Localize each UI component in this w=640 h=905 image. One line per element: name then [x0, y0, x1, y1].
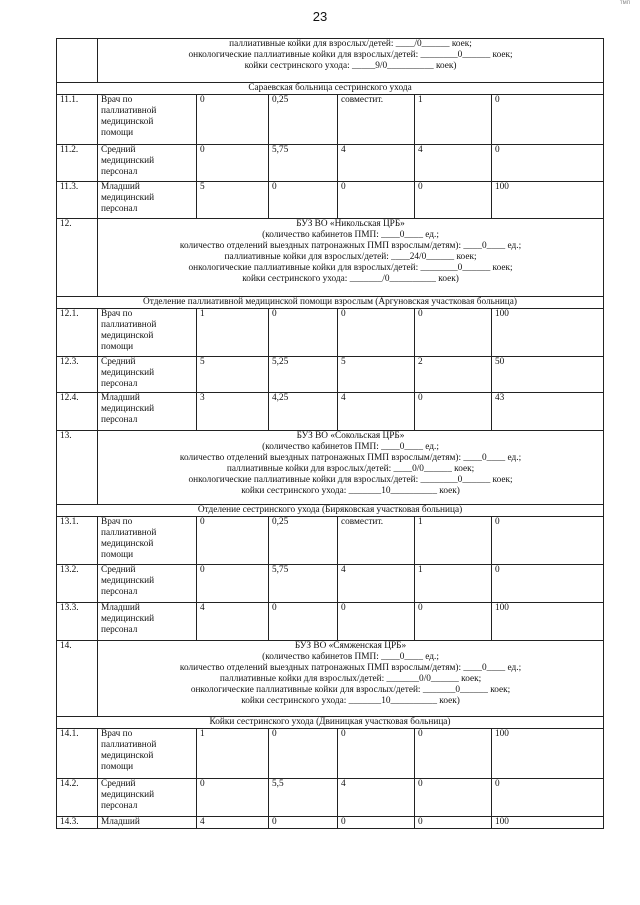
table-row: [57, 641, 604, 717]
cell-value: 43: [492, 393, 604, 431]
row-number: 12.3.: [57, 357, 98, 393]
cell-value: 4: [415, 145, 492, 182]
role-line: персонал: [101, 801, 138, 811]
facility-info: [98, 431, 604, 505]
cell-value: 0: [415, 393, 492, 431]
row-number: [57, 39, 98, 83]
table-row: [57, 145, 604, 182]
cell-value: 100: [492, 817, 604, 829]
staff-role: [98, 95, 197, 145]
role-line: медицинской: [101, 539, 154, 549]
cell-value: 100: [492, 729, 604, 779]
info-line: (количество кабинетов ПМП: ____0____ ед.;: [262, 652, 439, 662]
cell-value: 0: [269, 603, 338, 641]
role-line: помощи: [101, 128, 134, 138]
cell-value: 4,25: [269, 393, 338, 431]
role-line: медицинский: [101, 156, 155, 166]
info-line: онкологические паллиативные койки для взрослых/детей: ________0______ коек;: [188, 475, 513, 485]
staff-role: [98, 565, 197, 603]
info-line: количество отделений выездных патронажных ПМП взрослым/детям): ____0____ ед.;: [179, 241, 522, 251]
cell-value: 0: [492, 565, 604, 603]
cell-value: 0: [269, 817, 338, 829]
row-number: 11.3.: [57, 182, 98, 219]
row-number: 14.2.: [57, 779, 98, 817]
cell-value: 0: [197, 565, 269, 603]
info-line: (количество кабинетов ПМП: ____0____ ед.;: [262, 442, 439, 452]
table-row: [57, 83, 604, 95]
role-line: Младший: [101, 603, 140, 613]
row-number: 13.: [57, 431, 98, 505]
staff-role: [98, 817, 197, 829]
cell-value: 0,25: [269, 517, 338, 565]
row-number: 11.1.: [57, 95, 98, 145]
facility-info: [98, 39, 604, 83]
role-line: Средний: [101, 565, 136, 575]
role-line: помощи: [101, 342, 134, 352]
table-row: [57, 603, 604, 641]
facility-name: БУЗ ВО «Никольская ЦРБ»: [296, 219, 405, 229]
role-line: персонал: [101, 379, 138, 389]
table-row: [57, 297, 604, 309]
cell-value: 4: [338, 779, 415, 817]
cell-value: 0: [492, 145, 604, 182]
cell-value: 1: [197, 729, 269, 779]
cell-value: 0: [338, 817, 415, 829]
cell-value: 0: [197, 145, 269, 182]
facility-name: БУЗ ВО «Сямженская ЦРБ»: [294, 641, 407, 651]
cell-value: 0: [338, 309, 415, 357]
table-row: [57, 517, 604, 565]
cell-value: 1: [197, 309, 269, 357]
role-line: паллиативной: [101, 740, 157, 750]
table-row: [57, 182, 604, 219]
cell-value: 100: [492, 603, 604, 641]
department-title: Койки сестринского ухода (Двиницкая участковая больница): [57, 717, 604, 729]
cell-value: 1: [415, 517, 492, 565]
role-line: медицинский: [101, 576, 155, 586]
row-number: 12.1.: [57, 309, 98, 357]
role-line: паллиативной: [101, 320, 157, 330]
row-number: 13.1.: [57, 517, 98, 565]
cell-value: 50: [492, 357, 604, 393]
cell-value: 0: [338, 603, 415, 641]
cell-value: 0: [197, 95, 269, 145]
info-line: количество отделений выездных патронажных ПМП взрослым/детям): ____0____ ед.;: [179, 453, 522, 463]
role-line: медицинский: [101, 404, 155, 414]
info-line: онкологические паллиативные койки для взрослых/детей: ________0______ коек;: [188, 263, 513, 273]
cell-value: 0: [492, 95, 604, 145]
department-title: Сараевская больница сестринского ухода: [57, 83, 604, 95]
role-line: медицинский: [101, 790, 155, 800]
info-line: койки сестринского ухода: _______/0__________ коек): [242, 274, 459, 284]
cell-value: 0: [269, 729, 338, 779]
staff-role: [98, 393, 197, 431]
facility-name: БУЗ ВО «Сокольская ЦРБ»: [296, 431, 405, 441]
cell-value: 0: [197, 779, 269, 817]
department-title: Отделение сестринского ухода (Биряковская участковая больница): [57, 505, 604, 517]
role-line: Врач по: [101, 95, 133, 105]
facility-info: [98, 641, 604, 717]
role-line: медицинской: [101, 117, 154, 127]
table-row: [57, 219, 604, 297]
role-line: Врач по: [101, 517, 133, 527]
page-number: 23: [312, 9, 328, 24]
cell-value: 4: [338, 565, 415, 603]
cell-value: 0: [338, 182, 415, 219]
staff-role: [98, 603, 197, 641]
cell-value: 4: [197, 603, 269, 641]
cell-value: 0: [415, 182, 492, 219]
cell-value: 0: [492, 779, 604, 817]
role-line: персонал: [101, 167, 138, 177]
cell-value: 100: [492, 182, 604, 219]
cell-value: 0: [197, 517, 269, 565]
cell-value: совместит.: [338, 517, 415, 565]
info-line: паллиативные койки для взрослых/детей: ____24/0______ коек;: [224, 252, 477, 262]
role-line: медицинский: [101, 614, 155, 624]
table-row: [57, 309, 604, 357]
info-line: онкологические паллиативные койки для взрослых/детей: ________0______ коек;: [188, 50, 513, 60]
cell-value: 0: [415, 817, 492, 829]
role-line: Младший: [101, 817, 140, 827]
cell-value: 0: [269, 309, 338, 357]
cell-value: 0: [415, 309, 492, 357]
cell-value: 0: [492, 517, 604, 565]
cell-value: 5,75: [269, 145, 338, 182]
info-line: онкологические паллиативные койки для взрослых/детей: _______0______ коек;: [190, 685, 511, 695]
cell-value: 100: [492, 309, 604, 357]
role-line: Врач по: [101, 309, 133, 319]
cell-value: 0: [415, 779, 492, 817]
role-line: помощи: [101, 762, 134, 772]
cell-value: 0: [415, 729, 492, 779]
table-row: [57, 393, 604, 431]
table-row: [57, 717, 604, 729]
row-number: 14.1.: [57, 729, 98, 779]
table-row: [57, 779, 604, 817]
info-line: койки сестринского ухода: _______10__________ коек): [241, 696, 460, 706]
role-line: медицинский: [101, 193, 155, 203]
staffing-table: [56, 38, 604, 829]
staff-role: [98, 182, 197, 219]
cell-value: 4: [338, 393, 415, 431]
staff-role: [98, 145, 197, 182]
info-line: паллиативные койки для взрослых/детей: ____0/0______ коек;: [226, 464, 475, 474]
role-line: персонал: [101, 415, 138, 425]
row-number: 11.2.: [57, 145, 98, 182]
corner-mark: тмп: [619, 0, 630, 6]
staff-role: [98, 357, 197, 393]
cell-value: 4: [197, 817, 269, 829]
table-row: [57, 505, 604, 517]
role-line: Средний: [101, 779, 136, 789]
table-row: [57, 95, 604, 145]
staff-role: [98, 729, 197, 779]
cell-value: 1: [415, 565, 492, 603]
row-number: 13.3.: [57, 603, 98, 641]
cell-value: 5: [338, 357, 415, 393]
row-number: 12.4.: [57, 393, 98, 431]
row-number: 14.3.: [57, 817, 98, 829]
cell-value: 5,5: [269, 779, 338, 817]
info-line: койки сестринского ухода: _______10__________ коек): [241, 486, 460, 496]
role-line: Врач по: [101, 729, 133, 739]
row-number: 13.2.: [57, 565, 98, 603]
cell-value: 1: [415, 95, 492, 145]
role-line: персонал: [101, 625, 138, 635]
info-line: койки сестринского ухода: _____9/0__________ коек): [244, 61, 457, 71]
cell-value: 2: [415, 357, 492, 393]
cell-value: 5,75: [269, 565, 338, 603]
info-line: паллиативные койки для взрослых/детей: ____/0______ коек;: [229, 39, 472, 49]
table-row: [57, 817, 604, 829]
row-number: 12.: [57, 219, 98, 297]
role-line: медицинской: [101, 751, 154, 761]
info-line: (количество кабинетов ПМП: ____0____ ед.;: [262, 230, 439, 240]
role-line: Младший: [101, 182, 140, 192]
role-line: Средний: [101, 357, 136, 367]
role-line: медицинский: [101, 368, 155, 378]
cell-value: 0: [338, 729, 415, 779]
staff-role: [98, 309, 197, 357]
table-row: [57, 39, 604, 83]
table-row: [57, 729, 604, 779]
info-line: паллиативные койки для взрослых/детей: _______0/0______ коек;: [219, 674, 482, 684]
staff-role: [98, 779, 197, 817]
row-number: 14.: [57, 641, 98, 717]
role-line: паллиативной: [101, 106, 157, 116]
table-row: [57, 431, 604, 505]
cell-value: 4: [338, 145, 415, 182]
role-line: помощи: [101, 550, 134, 560]
department-title: Отделение паллиативной медицинской помощи взрослым (Аргуновская участковая больница): [57, 297, 604, 309]
role-line: Средний: [101, 145, 136, 155]
role-line: медицинской: [101, 331, 154, 341]
cell-value: 0: [269, 182, 338, 219]
role-line: Младший: [101, 393, 140, 403]
role-line: персонал: [101, 587, 138, 597]
cell-value: 5,25: [269, 357, 338, 393]
cell-value: 0: [415, 603, 492, 641]
cell-value: 5: [197, 357, 269, 393]
staff-role: [98, 517, 197, 565]
role-line: персонал: [101, 204, 138, 214]
cell-value: 3: [197, 393, 269, 431]
cell-value: совместит.: [338, 95, 415, 145]
table-row: [57, 357, 604, 393]
role-line: паллиативной: [101, 528, 157, 538]
info-line: количество отделений выездных патронажных ПМП взрослым/детям): ____0____ ед.;: [179, 663, 522, 673]
facility-info: [98, 219, 604, 297]
table-row: [57, 565, 604, 603]
cell-value: 5: [197, 182, 269, 219]
cell-value: 0,25: [269, 95, 338, 145]
